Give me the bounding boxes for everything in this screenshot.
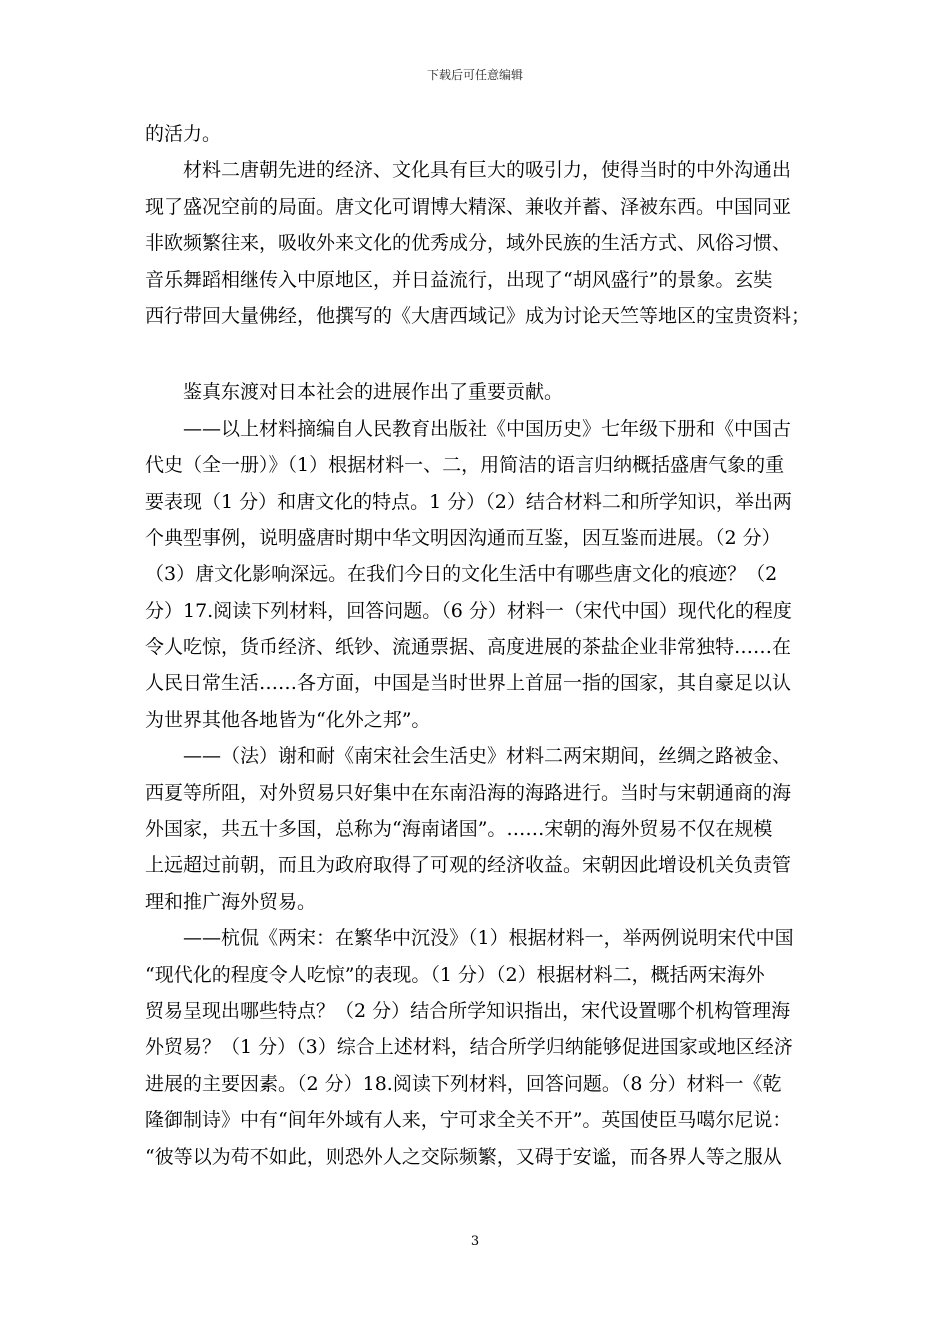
text-line: 音乐舞蹈相继传入中原地区，并日益流行，出现了“胡风盛行”的景象。玄奘	[145, 268, 773, 291]
text-line: ——以上材料摘编自人民教育出版社《中国历史》七年级下册和《中国古	[183, 417, 792, 440]
text-line: ——杭侃《两宋：在繁华中沉没》（1）根据材料一，举两例说明宋代中国	[183, 927, 794, 950]
document-body	[145, 116, 813, 1175]
text-line: 个典型事例，说明盛唐时期中华文明因沟通而互鉴，因互鉴而进展。（2 分）	[145, 526, 781, 549]
text-line: 理和推广海外贸易。	[145, 890, 317, 913]
text-line: 贸易呈现出哪些特点？（2 分）结合所学知识指出，宋代设置哪个机构管理海	[145, 999, 791, 1022]
text-line: 代史（全一册）》（1）根据材料一、二，用简洁的语言归纳概括盛唐气象的重	[145, 454, 785, 477]
text-line: 现了盛况空前的局面。唐文化可谓博大精深、兼收并蓄、泽被东西。中国同亚	[145, 195, 792, 218]
paragraph-gap	[145, 334, 813, 374]
text-line: 人民日常生活……各方面，中国是当时世界上首屈一指的国家，其自豪足以认	[145, 672, 792, 695]
text-line: 分）17.阅读下列材料，回答问题。（6 分）材料一（宋代中国）现代化的程度	[145, 599, 792, 622]
text-line: 的活力。	[145, 123, 222, 145]
text-line: 外国家，共五十多国，总称为“海南诸国”。……宋朝的海外贸易不仅在规模	[145, 818, 773, 841]
text-line: （3）唐文化影响深远。在我们今日的文化生活中有哪些唐文化的痕迹？（2	[145, 563, 778, 586]
page-header: 下载后可任意编辑	[426, 68, 523, 82]
text-line: 上远超过前朝，而且为政府取得了可观的经济收益。宋朝因此增设机关负责管	[145, 854, 792, 877]
text-line: 西行带回大量佛经，他撰写的《大唐西域记》成为讨论天竺等地区的宝贵资料；	[145, 304, 811, 327]
text-line: 隆御制诗》中有“间年外域有人来，宁可求全关不开”。英国使臣马噶尔尼说：	[145, 1109, 792, 1132]
text-line: “现代化的程度令人吃惊”的表现。（1 分）（2）根据材料二，概括两宋海外	[145, 963, 765, 986]
text-line: 要表现（1 分）和唐文化的特点。1 分）（2）结合材料二和所学知识，举出两	[145, 490, 792, 513]
text-line: 为世界其他各地皆为“化外之邦”。	[145, 708, 431, 731]
text-line: 西夏等所阻，对外贸易只好集中在东南沿海的海路进行。当时与宋朝通商的海	[145, 781, 792, 804]
page-number: 3	[470, 1234, 480, 1249]
text-line: ——（法）谢和耐《南宋社会生活史》材料二两宋期间，丝绸之路被金、	[183, 745, 792, 768]
text-line: 进展的主要因素。（2 分）18.阅读下列材料，回答问题。（8 分）材料一《乾	[145, 1072, 782, 1095]
text-line: 外贸易？（1 分）（3）综合上述材料，结合所学归纳能够促进国家或地区经济	[145, 1036, 793, 1059]
text-line: 令人吃惊，货币经济、纸钞、流通票据、高度进展的茶盐企业非常独特……在	[145, 636, 792, 659]
text-line: 材料二唐朝先进的经济、文化具有巨大的吸引力，使得当时的中外沟通出	[183, 159, 792, 182]
text-line: 鉴真东渡对日本社会的进展作出了重要贡献。	[183, 381, 564, 404]
text-line: 非欧频繁往来，吸收外来文化的优秀成分，域外民族的生活方式、风俗习惯、	[145, 232, 792, 255]
text-line: “彼等以为苟不如此，则恐外人之交际频繁，又碍于安谧，而各界人等之服从	[145, 1145, 782, 1168]
